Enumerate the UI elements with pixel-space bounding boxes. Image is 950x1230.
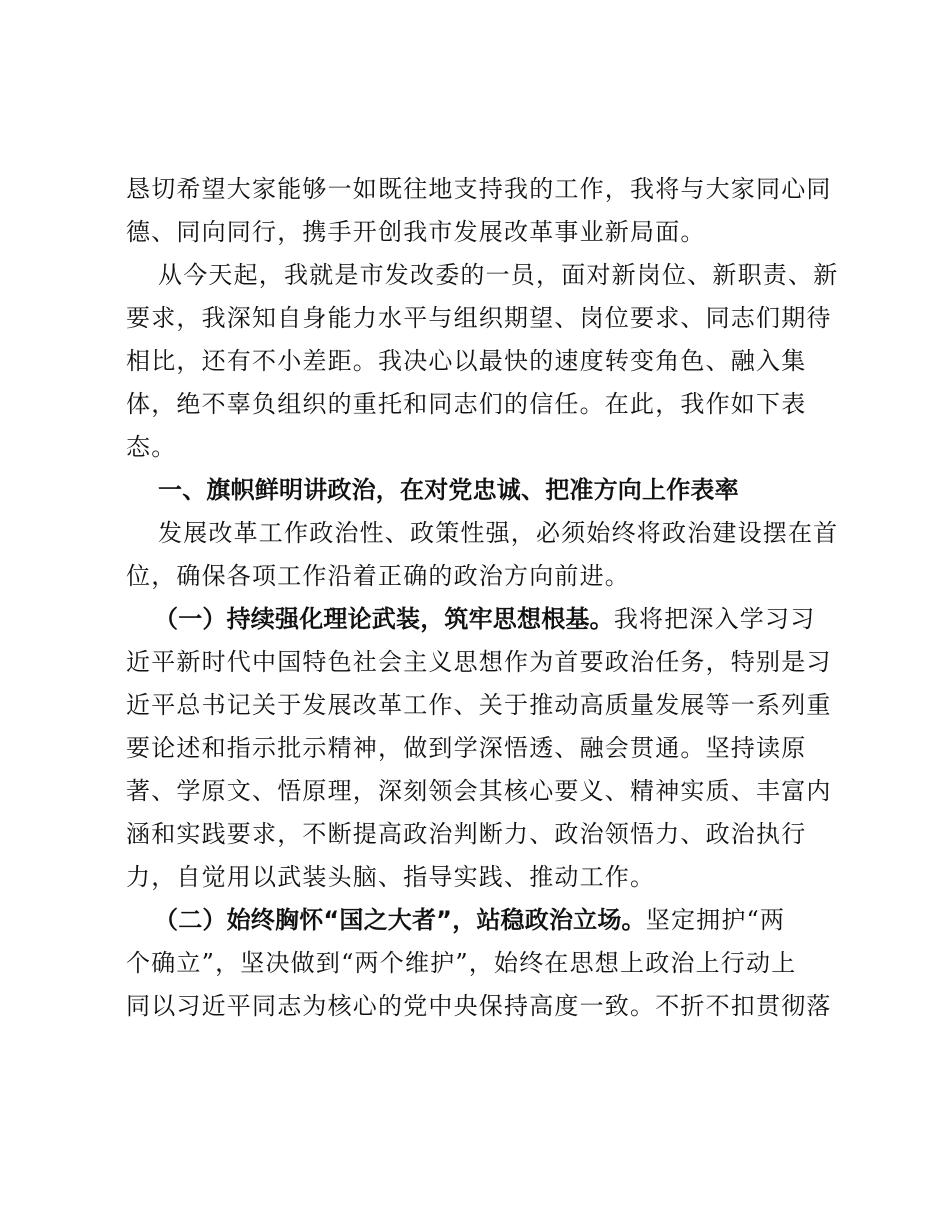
subsection-heading: （二）始终胸怀“国之大者”，站稳政治立场。 xyxy=(154,906,646,934)
paragraph-line: 恳切希望大家能够一如既往地支持我的工作，我将与大家同心同 xyxy=(126,175,832,203)
paragraph-text: 我将把深入学习习 xyxy=(613,605,816,633)
paragraph-line xyxy=(126,899,826,942)
paragraph-line: 近平新时代中国特色社会主义思想作为首要政治任务，特别是习 xyxy=(126,648,832,676)
paragraph-line: 从今天起，我就是市发改委的一员，面对新岗位、新职责、新 xyxy=(158,261,839,289)
paragraph-line: 同以习近平同志为核心的党中央保持高度一致。不折不扣贯彻落 xyxy=(126,992,832,1020)
subsection-heading: （一）持续强化理论武装，筑牢思想根基。 xyxy=(154,605,614,633)
document-body xyxy=(126,168,839,1028)
paragraph-line: 近平总书记关于发展改革工作、关于推动高质量发展等一系列重 xyxy=(126,691,832,719)
paragraph-line: 相比，还有不小差距。我决心以最快的速度转变角色、融入集 xyxy=(126,347,807,375)
paragraph-line: 态。 xyxy=(126,433,177,461)
section-heading: 一、旗帜鲜明讲政治，在对党忠诚、把准方向上作表率 xyxy=(158,476,739,504)
paragraph-text: 坚定拥护“两 xyxy=(645,906,786,934)
paragraph-line xyxy=(126,598,826,641)
paragraph-line: 体，绝不辜负组织的重托和同志们的信任。在此，我作如下表 xyxy=(126,390,807,418)
paragraph-line: 著、学原文、悟原理，深刻领会其核心要义、精神实质、丰富内 xyxy=(126,777,832,805)
paragraph-line: 德、同向同行，携手开创我市发展改革事业新局面。 xyxy=(126,218,706,246)
paragraph-line: 力，自觉用以武装头脑、指导实践、推动工作。 xyxy=(126,863,656,891)
paragraph-line: 位，确保各项工作沿着正确的政治方向前进。 xyxy=(126,562,630,590)
paragraph-line: 要论述和指示批示精神，做到学深悟透、融会贯通。坚持读原 xyxy=(126,734,807,762)
paragraph-line: 个确立”，坚决做到“两个维护”，始终在思想上政治上行动上 xyxy=(126,949,797,977)
paragraph-line: 涵和实践要求，不断提高政治判断力、政治领悟力、政治执行 xyxy=(126,820,807,848)
paragraph-line: 要求，我深知自身能力水平与组织期望、岗位要求、同志们期待 xyxy=(126,304,832,332)
paragraph-line: 发展改革工作政治性、政策性强，必须始终将政治建设摆在首 xyxy=(158,519,839,547)
